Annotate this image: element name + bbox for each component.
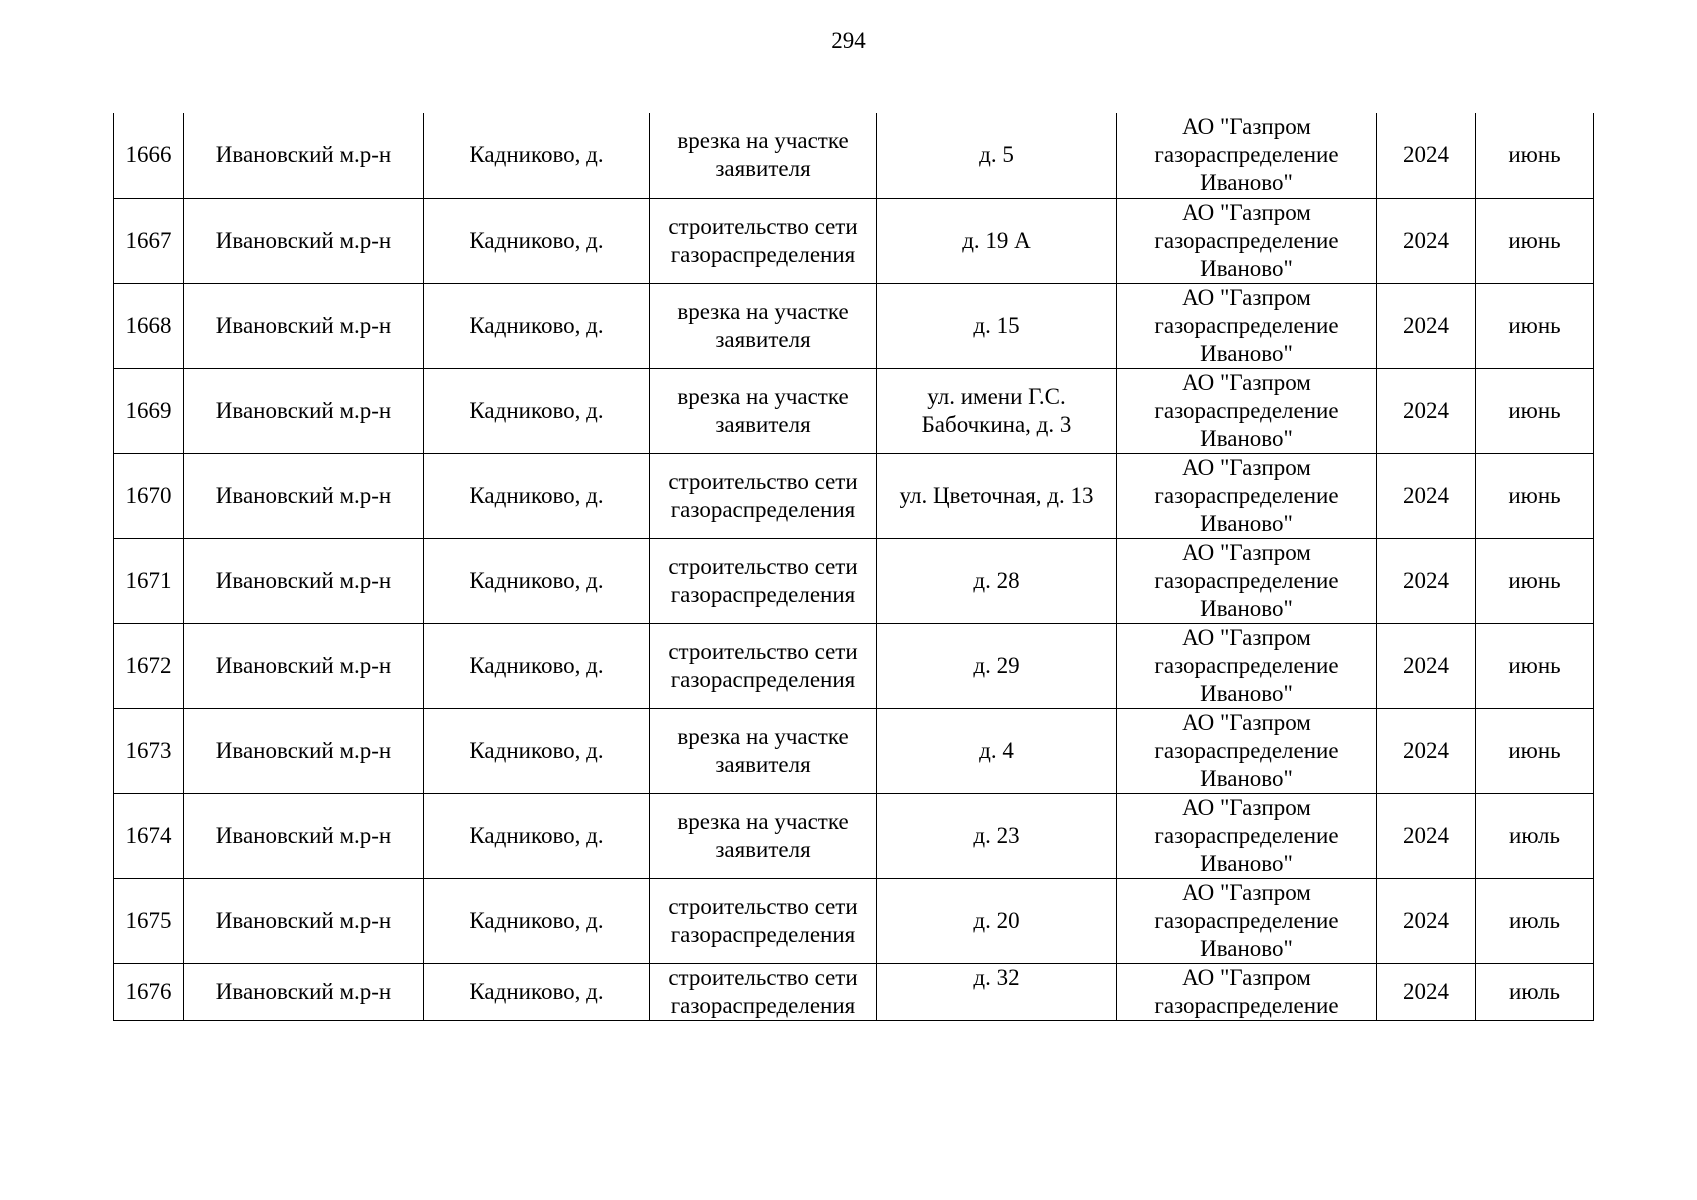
work-type-cell-lines (654, 468, 872, 524)
organization-cell-lines (1121, 879, 1372, 963)
organization-cell-line: АО "Газпром (1182, 369, 1311, 395)
work-type-cell (650, 623, 877, 708)
address-cell-line: д. 20 (973, 907, 1020, 933)
locality-cell: Кадниково, д. (424, 708, 650, 793)
work-type-cell-line: строительство сети (668, 468, 858, 494)
work-type-cell-line: газораспределения (670, 496, 856, 522)
table-row (114, 623, 1594, 708)
row-number-cell: 1668 (114, 283, 184, 368)
organization-cell-lines (1121, 624, 1372, 708)
organization-cell-line: АО "Газпром (1182, 539, 1311, 565)
work-type-cell (650, 453, 877, 538)
row-number-cell: 1666 (114, 113, 184, 198)
locality-cell: Кадниково, д. (424, 368, 650, 453)
organization-cell-lines (1121, 369, 1372, 453)
organization-cell-line: газораспределение (1154, 397, 1339, 423)
row-number-cell: 1667 (114, 198, 184, 283)
table-body (114, 113, 1594, 1020)
address-cell-lines (881, 737, 1112, 765)
work-type-cell-line: газораспределения (670, 921, 856, 947)
organization-cell-line: Иваново" (1200, 680, 1293, 706)
work-type-cell (650, 113, 877, 198)
work-type-cell-lines (654, 553, 872, 609)
row-number-cell: 1674 (114, 793, 184, 878)
address-cell-line: ул. Цветочная, д. 13 (899, 482, 1094, 508)
address-cell-line: д. 15 (973, 312, 1020, 338)
address-cell-line: д. 23 (973, 822, 1020, 848)
month-cell: июнь (1476, 538, 1594, 623)
organization-cell-line: АО "Газпром (1182, 879, 1311, 905)
locality-cell: Кадниково, д. (424, 113, 650, 198)
address-cell-lines (881, 652, 1112, 680)
month-cell: июнь (1476, 623, 1594, 708)
address-cell-line: д. 28 (973, 567, 1020, 593)
row-number-cell: 1676 (114, 963, 184, 1020)
district-cell: Ивановский м.р-н (184, 793, 424, 878)
address-cell (877, 538, 1117, 623)
table-row (114, 963, 1594, 1020)
year-cell: 2024 (1377, 708, 1476, 793)
work-type-cell-line: строительство сети (668, 964, 858, 990)
row-number-cell: 1672 (114, 623, 184, 708)
organization-cell-lines (1121, 199, 1372, 283)
organization-cell-line: АО "Газпром (1182, 114, 1311, 140)
address-cell (877, 368, 1117, 453)
organization-cell (1117, 198, 1377, 283)
address-cell-lines (881, 383, 1112, 439)
organization-cell-line: АО "Газпром (1182, 964, 1311, 990)
organization-cell (1117, 453, 1377, 538)
organization-cell-line: АО "Газпром (1182, 199, 1311, 225)
district-cell: Ивановский м.р-н (184, 538, 424, 623)
organization-cell-lines (1121, 964, 1372, 1020)
gas-connection-table (113, 113, 1594, 1021)
organization-cell (1117, 368, 1377, 453)
work-type-cell-line: заявителя (715, 411, 811, 437)
organization-cell-line: газораспределение (1154, 482, 1339, 508)
address-cell-lines (881, 907, 1112, 935)
row-number-cell: 1673 (114, 708, 184, 793)
address-cell-lines (881, 567, 1112, 595)
address-cell (877, 198, 1117, 283)
table-row (114, 283, 1594, 368)
organization-cell-line: Иваново" (1200, 850, 1293, 876)
work-type-cell-lines (654, 808, 872, 864)
address-cell-lines (881, 964, 1112, 992)
organization-cell-lines (1121, 794, 1372, 878)
row-number-cell: 1669 (114, 368, 184, 453)
address-cell-line: д. 5 (979, 142, 1014, 168)
work-type-cell (650, 878, 877, 963)
year-cell: 2024 (1377, 878, 1476, 963)
organization-cell (1117, 283, 1377, 368)
work-type-cell-line: строительство сети (668, 893, 858, 919)
address-cell (877, 963, 1117, 1020)
work-type-cell-line: заявителя (715, 751, 811, 777)
district-cell: Ивановский м.р-н (184, 963, 424, 1020)
organization-cell-lines (1121, 454, 1372, 538)
locality-cell: Кадниково, д. (424, 878, 650, 963)
address-cell-lines (881, 312, 1112, 340)
row-number-cell: 1670 (114, 453, 184, 538)
address-cell-line: д. 32 (973, 964, 1020, 990)
month-cell: июнь (1476, 198, 1594, 283)
address-cell-lines (881, 822, 1112, 850)
table-row (114, 878, 1594, 963)
locality-cell: Кадниково, д. (424, 283, 650, 368)
work-type-cell-line: газораспределения (670, 241, 856, 267)
month-cell: июнь (1476, 113, 1594, 198)
locality-cell: Кадниково, д. (424, 793, 650, 878)
organization-cell-line: Иваново" (1200, 255, 1293, 281)
month-cell: июнь (1476, 708, 1594, 793)
month-cell: июль (1476, 793, 1594, 878)
organization-cell-line: газораспределение (1154, 737, 1339, 763)
row-number-cell: 1675 (114, 878, 184, 963)
locality-cell: Кадниково, д. (424, 963, 650, 1020)
year-cell: 2024 (1377, 113, 1476, 198)
work-type-cell-lines (654, 964, 872, 1020)
organization-cell-line: АО "Газпром (1182, 454, 1311, 480)
organization-cell-line: Иваново" (1200, 425, 1293, 451)
organization-cell-lines (1121, 113, 1372, 197)
organization-cell-line: АО "Газпром (1182, 709, 1311, 735)
work-type-cell-line: строительство сети (668, 638, 858, 664)
work-type-cell (650, 538, 877, 623)
work-type-cell (650, 793, 877, 878)
work-type-cell-line: врезка на участке (677, 298, 849, 324)
organization-cell-line: газораспределение (1154, 227, 1339, 253)
address-cell (877, 283, 1117, 368)
organization-cell-lines (1121, 539, 1372, 623)
address-cell (877, 708, 1117, 793)
table-row (114, 198, 1594, 283)
organization-cell-line: газораспределение (1154, 142, 1339, 168)
work-type-cell-line: врезка на участке (677, 723, 849, 749)
row-number-cell: 1671 (114, 538, 184, 623)
address-cell-line: д. 4 (979, 737, 1014, 763)
work-type-cell-line: заявителя (715, 326, 811, 352)
work-type-cell-lines (654, 213, 872, 269)
organization-cell-lines (1121, 709, 1372, 793)
district-cell: Ивановский м.р-н (184, 283, 424, 368)
district-cell: Ивановский м.р-н (184, 198, 424, 283)
locality-cell: Кадниково, д. (424, 623, 650, 708)
work-type-cell-line: заявителя (715, 836, 811, 862)
table-row (114, 708, 1594, 793)
organization-cell-lines (1121, 284, 1372, 368)
month-cell: июль (1476, 963, 1594, 1020)
work-type-cell (650, 708, 877, 793)
address-cell (877, 453, 1117, 538)
organization-cell-line: газораспределение (1154, 312, 1339, 338)
work-type-cell-line: строительство сети (668, 213, 858, 239)
organization-cell-line: газораспределение (1154, 652, 1339, 678)
month-cell: июль (1476, 878, 1594, 963)
locality-cell: Кадниково, д. (424, 538, 650, 623)
work-type-cell-line: врезка на участке (677, 128, 849, 154)
organization-cell-line: газораспределение (1154, 992, 1339, 1018)
month-cell: июнь (1476, 368, 1594, 453)
table-row (114, 793, 1594, 878)
work-type-cell-line: газораспределения (670, 581, 856, 607)
organization-cell-line: Иваново" (1200, 340, 1293, 366)
month-cell: июнь (1476, 283, 1594, 368)
organization-cell (1117, 708, 1377, 793)
work-type-cell-lines (654, 893, 872, 949)
year-cell: 2024 (1377, 368, 1476, 453)
table-row (114, 538, 1594, 623)
work-type-cell-line: врезка на участке (677, 808, 849, 834)
work-type-cell (650, 368, 877, 453)
organization-cell (1117, 963, 1377, 1020)
organization-cell (1117, 113, 1377, 198)
district-cell: Ивановский м.р-н (184, 878, 424, 963)
organization-cell-line: Иваново" (1200, 595, 1293, 621)
work-type-cell-lines (654, 723, 872, 779)
work-type-cell-line: заявителя (715, 156, 811, 182)
address-cell-lines (881, 482, 1112, 510)
work-type-cell (650, 283, 877, 368)
table-row (114, 113, 1594, 198)
table-row (114, 453, 1594, 538)
year-cell: 2024 (1377, 198, 1476, 283)
work-type-cell (650, 198, 877, 283)
organization-cell-line: Иваново" (1200, 765, 1293, 791)
organization-cell-line: газораспределение (1154, 822, 1339, 848)
district-cell: Ивановский м.р-н (184, 623, 424, 708)
address-cell (877, 878, 1117, 963)
organization-cell (1117, 623, 1377, 708)
organization-cell-line: газораспределение (1154, 907, 1339, 933)
month-cell: июнь (1476, 453, 1594, 538)
work-type-cell-line: врезка на участке (677, 383, 849, 409)
organization-cell-line: АО "Газпром (1182, 794, 1311, 820)
address-cell-line: д. 19 А (962, 227, 1031, 253)
address-cell (877, 793, 1117, 878)
organization-cell-line: АО "Газпром (1182, 284, 1311, 310)
organization-cell (1117, 793, 1377, 878)
organization-cell-line: Иваново" (1200, 935, 1293, 961)
organization-cell-line: газораспределение (1154, 567, 1339, 593)
work-type-cell-line: газораспределения (670, 666, 856, 692)
work-type-cell-lines (654, 127, 872, 183)
organization-cell (1117, 538, 1377, 623)
address-cell (877, 113, 1117, 198)
year-cell: 2024 (1377, 793, 1476, 878)
work-type-cell-lines (654, 383, 872, 439)
year-cell: 2024 (1377, 453, 1476, 538)
district-cell: Ивановский м.р-н (184, 453, 424, 538)
address-cell-line: Бабочкина, д. 3 (921, 411, 1072, 437)
page-number: 294 (831, 28, 866, 53)
year-cell: 2024 (1377, 963, 1476, 1020)
address-cell-lines (881, 227, 1112, 255)
year-cell: 2024 (1377, 623, 1476, 708)
year-cell: 2024 (1377, 538, 1476, 623)
organization-cell-line: АО "Газпром (1182, 624, 1311, 650)
organization-cell (1117, 878, 1377, 963)
address-cell-lines (881, 141, 1112, 169)
locality-cell: Кадниково, д. (424, 453, 650, 538)
work-type-cell (650, 963, 877, 1020)
address-cell-line: ул. имени Г.С. (927, 383, 1066, 409)
address-cell-line: д. 29 (973, 652, 1020, 678)
work-type-cell-line: газораспределения (670, 992, 856, 1018)
district-cell: Ивановский м.р-н (184, 708, 424, 793)
organization-cell-line: Иваново" (1200, 510, 1293, 536)
address-cell (877, 623, 1117, 708)
district-cell: Ивановский м.р-н (184, 113, 424, 198)
organization-cell-line: Иваново" (1200, 170, 1293, 196)
district-cell: Ивановский м.р-н (184, 368, 424, 453)
work-type-cell-lines (654, 298, 872, 354)
locality-cell: Кадниково, д. (424, 198, 650, 283)
work-type-cell-line: строительство сети (668, 553, 858, 579)
year-cell: 2024 (1377, 283, 1476, 368)
table-row (114, 368, 1594, 453)
work-type-cell-lines (654, 638, 872, 694)
